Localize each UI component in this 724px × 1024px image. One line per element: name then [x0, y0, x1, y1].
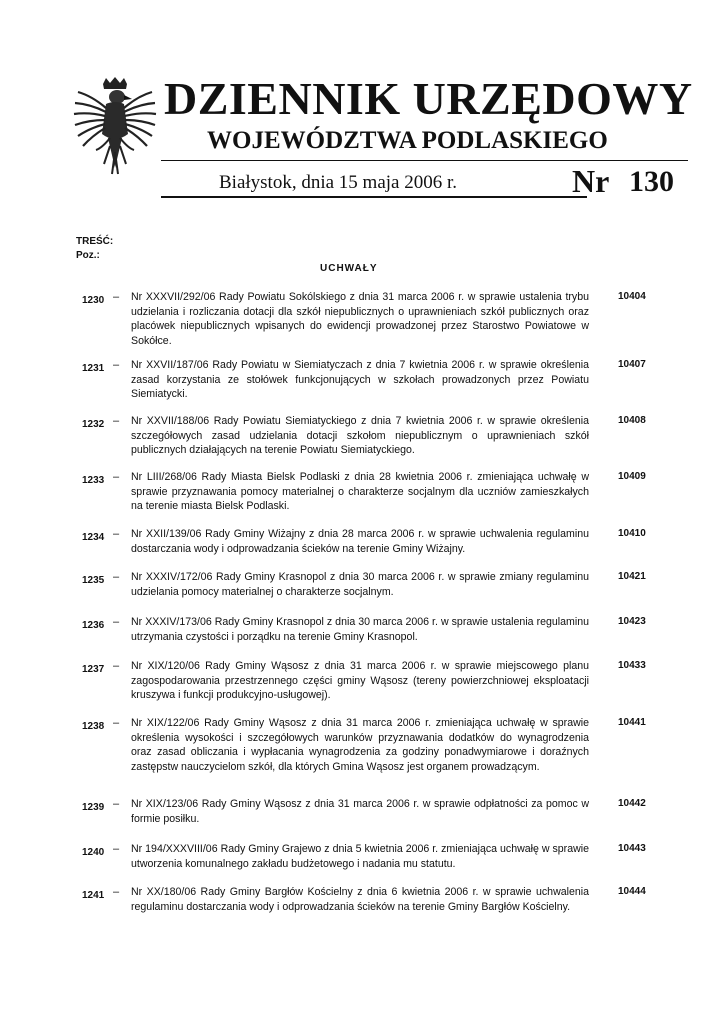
entry-text: Nr XIX/122/06 Rady Gminy Wąsosz z dnia 31 marca 2006 r. zmieniająca uchwałę w sprawie określenia wysokości i szczegółowych warunków przyznawania dodatków do wynagrodzenia oraz zasad obliczania i wypłacania wynagrodzenia za godziny ponadwymiarowe i doraźnych zastępstw nauczycielom szkół, dla których Gmina Wąsosz jest organem prowadzącym. [131, 717, 589, 773]
entry-text: Nr XIX/123/06 Rady Gminy Wąsosz z dnia 31 marca 2006 r. w sprawie odpłatności za pomoc w formie posiłku. [131, 798, 589, 825]
entry-number: 1233 [82, 475, 105, 486]
entry-page: 10443 [618, 843, 646, 854]
entry-number: 1231 [82, 363, 105, 374]
entry-page: 10409 [618, 471, 646, 482]
entry-text: Nr XXVII/188/06 Rady Powiatu Siemiatyckiego z dnia 7 kwietnia 2006 r. w sprawie określenia szczegółowych zasad udzielania dotacji szkołom niepublicznym o uprawnieniach szkół publicznych działających na terenie Powiatu Siemiatyckiego. [131, 415, 589, 456]
issue-place-date: Białystok, dnia 15 maja 2006 r. [219, 172, 458, 193]
entry-dash: – [113, 616, 120, 628]
entry-text: Nr LIII/268/06 Rady Miasta Bielsk Podlaski z dnia 28 kwietnia 2006 r. zmieniająca uchwałę w sprawie przyznawania pomocy materialnej o charakterze socjalnym dla uczniów zamieszkałych na terenie miasta Bielsk Podlaski. [131, 471, 589, 512]
entry-text: Nr XIX/120/06 Rady Gminy Wąsosz z dnia 31 marca 2006 r. w sprawie miejscowego planu zagospodarowania przestrzennego części gminy Wąsosz (tereny powierzchniowej eksploatacji kruszywa i funkcji produkcyjno-usługowej). [131, 660, 589, 701]
entry-dash: – [113, 843, 120, 855]
issue-number: 130 [629, 165, 674, 198]
entry-text: Nr XXXIV/173/06 Rady Gminy Krasnopol z dnia 30 marca 2006 r. w sprawie ustalenia regulaminu utrzymania czystości i porządku na terenie Gminy Krasnopol. [131, 616, 589, 643]
entry-text: Nr 194/XXXVIII/06 Rady Gminy Grajewo z dnia 5 kwietnia 2006 r. zmieniająca uchwałę w sprawie utworzenia komunalnego zakładu budżetowego i nadania mu statutu. [131, 843, 589, 870]
entry-page: 10423 [618, 616, 646, 627]
entry-page: 10410 [618, 528, 646, 539]
entry-page: 10444 [618, 886, 646, 897]
date-divider [161, 196, 587, 198]
entry-dash: – [113, 291, 120, 303]
entry-number: 1240 [82, 847, 105, 858]
entry-dash: – [113, 415, 120, 427]
entry-page: 10407 [618, 359, 646, 370]
header-divider [161, 160, 688, 161]
entry-number: 1230 [82, 295, 105, 306]
entry-text: Nr XXXIV/172/06 Rady Gminy Krasnopol z dnia 30 marca 2006 r. w sprawie zmiany regulaminu udzielania pomocy materialnej o charakterze socjalnym. [131, 571, 589, 598]
entry-text: Nr XX/180/06 Rady Gminy Bargłów Kościelny z dnia 6 kwietnia 2006 r. w sprawie uchwalenia regulaminu dostarczania wody i odprowadzania ścieków na terenie Gminy Bargłów Kościelny. [131, 886, 589, 913]
entry-dash: – [113, 886, 120, 898]
section-title: UCHWAŁY [320, 263, 378, 274]
entry-dash: – [113, 528, 120, 540]
toc-label: TREŚĆ: [76, 236, 114, 247]
position-label: Poz.: [76, 250, 100, 261]
crowned-eagle-emblem-icon [70, 76, 160, 176]
entry-text: Nr XXXVII/292/06 Rady Powiatu Sokólskiego z dnia 31 marca 2006 r. w sprawie ustalenia trybu udzielania i rozliczania dotacji dla szkół niepublicznych o uprawnieniach szkół publicznych oraz placówek niepublicznych wpisanych do ewidencji prowadzonej przez Starostwo Powiatowe w Sokółce. [131, 291, 589, 347]
entry-text: Nr XXII/139/06 Rady Gminy Wiżajny z dnia 28 marca 2006 r. w sprawie uchwalenia regulaminu dostarczania wody i odprowadzania ścieków na terenie Gminy Wiżajny. [131, 528, 589, 555]
entry-text: Nr XXVII/187/06 Rady Powiatu w Siemiatyczach z dnia 7 kwietnia 2006 r. w sprawie określenia zasad korzystania ze stołówek funkcjonujących w szkołach prowadzonych przez Powiatu Siemiatycki. [131, 359, 589, 400]
entry-number: 1234 [82, 532, 105, 543]
entry-dash: – [113, 798, 120, 810]
entry-page: 10404 [618, 291, 646, 302]
entry-dash: – [113, 471, 120, 483]
entry-page: 10433 [618, 660, 646, 671]
entry-dash: – [113, 571, 120, 583]
entry-page: 10408 [618, 415, 646, 426]
entry-page: 10441 [618, 717, 646, 728]
issue-number-label: Nr [572, 163, 610, 199]
entry-number: 1241 [82, 890, 105, 901]
entry-number: 1232 [82, 419, 105, 430]
entry-dash: – [113, 717, 120, 729]
gazette-subtitle: WOJEWÓDZTWA PODLASKIEGO [207, 127, 608, 154]
entry-page: 10421 [618, 571, 646, 582]
entry-dash: – [113, 359, 120, 371]
entry-number: 1237 [82, 664, 105, 675]
entry-number: 1239 [82, 802, 105, 813]
entry-page: 10442 [618, 798, 646, 809]
entry-dash: – [113, 660, 120, 672]
entry-number: 1235 [82, 575, 105, 586]
entry-number: 1236 [82, 620, 105, 631]
entry-number: 1238 [82, 721, 105, 732]
gazette-title: DZIENNIK URZĘDOWY [164, 73, 693, 124]
